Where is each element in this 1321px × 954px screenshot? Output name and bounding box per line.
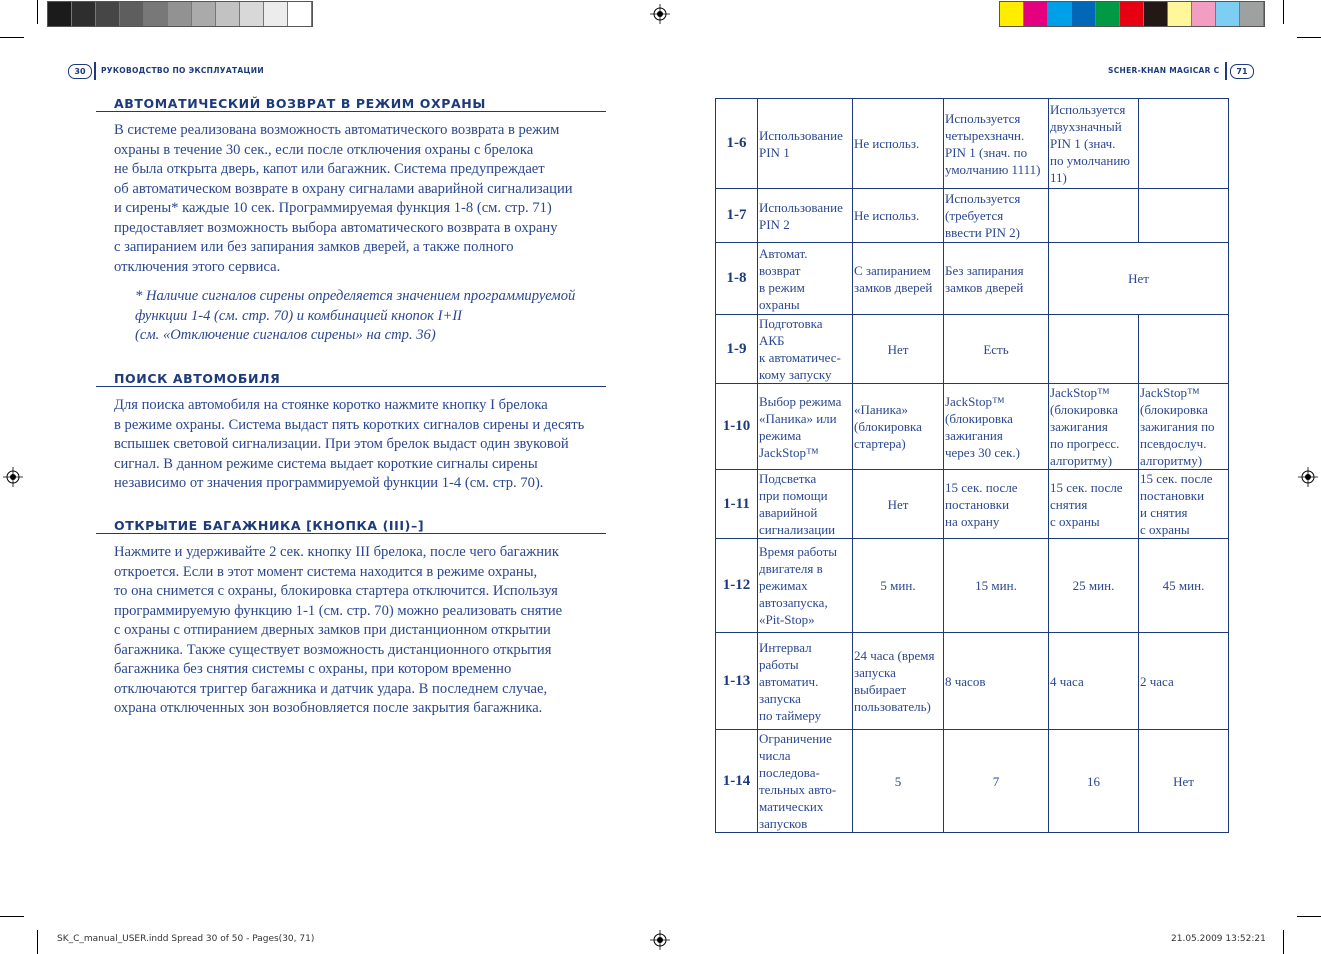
cell-text: Без запирания замков дверей [945,262,1024,295]
section-rule [96,386,606,387]
page-number-right: 71 [1230,64,1254,79]
cell-text: Не использ. [854,208,920,223]
color-swatch [1168,2,1192,26]
cell-text: «Паника» (блокировка стартера) [854,402,922,451]
cell-text: Используется (требуется ввести PIN 2) [945,191,1021,240]
gray-swatch [240,2,264,26]
option-cell [853,243,944,315]
cell-text: JackStop™ (блокировка зажигания по прогресс. алгоритму) [1050,385,1120,468]
cell-text: JackStop™ (блокировка зажигания по псевдослуч. алгоритму) [1140,385,1215,468]
page-number-left: 30 [68,64,92,79]
function-code: 1-8 [716,243,758,315]
option-cell [853,384,944,470]
color-swatch [1144,2,1168,26]
cell-text: 15 сек. после снятия с охраны [1050,479,1123,529]
registration-mark-icon [650,4,670,24]
table-row [716,539,1229,633]
option-cell [853,315,944,384]
gray-swatch [144,2,168,26]
crop-mark [1283,0,1284,24]
footnote-siren [135,287,575,346]
function-name [758,189,853,243]
cell-text: Нет [887,341,909,357]
table-row [716,633,1229,730]
text-line: функции 1-4 (см. стр. 70) и комбинацией кнопок I+II [135,307,463,324]
text-line: вспышек световой сигнализации. При этом брелок выдаст один звуковой [114,436,569,452]
color-swatch [1048,2,1072,26]
gray-swatch [192,2,216,26]
table-row [716,189,1229,243]
option-cell [1049,730,1139,833]
gray-swatch [216,2,240,26]
option-cell [1049,633,1139,730]
function-name [758,539,853,633]
option-cell [944,470,1049,539]
cell-text: 2 часа [1140,673,1174,689]
gray-swatch [288,2,312,26]
cell-text: 4 часа [1050,673,1084,689]
option-cell [853,730,944,833]
option-cell [853,470,944,539]
cell-text: Время работы двигателя в режимах автозапуска, «Pit-Stop» [759,544,838,627]
cell-text: С запиранием замков дверей [854,262,933,295]
cell-text: 5 мин. [880,578,916,593]
text-line: отключения этого сервиса. [114,258,281,275]
function-name [758,633,853,730]
cell-text: 8 часов [945,673,986,689]
table-row [716,470,1229,539]
registration-mark-icon [1298,467,1318,487]
function-name [758,470,853,539]
function-name [758,99,853,189]
cell-text: Подсветка при помощи аварийной сигнализации [759,471,836,537]
option-cell [1139,189,1229,243]
slug-date-time: 21.05.2009 13:52:21 [1171,934,1266,944]
process-color-bar [999,1,1265,27]
text-line: охраны в течение 30 сек., если после отключения охраны с брелока [114,141,534,158]
function-name [758,315,853,384]
crop-mark [1297,916,1321,917]
cell-text: 16 [1087,773,1100,789]
option-cell [1139,539,1229,633]
option-cell [1049,384,1139,470]
function-name [758,384,853,470]
function-code: 1-12 [716,539,758,633]
option-cell [1049,243,1229,315]
cell-text: Ограничение числа последова- тельных авто- матических запусков [759,731,837,831]
crop-mark [0,916,24,917]
crop-mark [37,930,38,954]
paragraph-trunk-open [114,543,614,719]
option-cell [1049,315,1139,384]
option-cell [853,633,944,730]
option-cell [1049,99,1139,189]
option-cell [853,99,944,189]
text-line: сигнал. В данном режиме система выдает короткие сигналы сирены [114,455,538,472]
option-cell [1139,633,1229,730]
table-row [716,99,1229,189]
function-code: 1-7 [716,189,758,243]
text-line: с запиранием или без запирания замков дверей, а также полного [114,239,514,255]
color-swatch [1120,2,1144,26]
color-swatch [1096,2,1120,26]
option-cell [853,539,944,633]
text-line: откроется. Если в этот момент система находится в режиме охраны, [114,563,538,580]
gray-swatch [120,2,144,26]
color-swatch [1216,2,1240,26]
table-row [716,243,1229,315]
option-cell [944,189,1049,243]
option-cell [1139,730,1229,833]
text-line: охрана отключенных зон возобновляется после закрытия багажника. [114,700,543,716]
cell-text: 25 мин. [1072,578,1115,593]
option-cell [944,384,1049,470]
paragraph-car-search [114,396,614,494]
text-line: * Наличие сигналов сирены определяется значением программируемой [135,288,576,304]
registration-mark-icon [650,930,670,950]
registration-mark-icon [3,467,23,487]
function-code: 1-9 [716,315,758,384]
text-line: Нажмите и удерживайте 2 сек. кнопку III брелока, после чего багажник [114,544,559,560]
color-swatch [1240,2,1264,26]
text-line: отключаются триггер багажника и датчик удара. В последнем случае, [114,680,548,697]
cell-text: 7 [992,773,1000,789]
programmable-functions-table [715,98,1229,833]
cell-text: Выбор режима «Паника» или режима JackStop™ [759,393,842,460]
option-cell [1049,189,1139,243]
function-name [758,243,853,315]
cell-text: 15 сек. после постановки на охрану [945,479,1018,529]
crop-mark [1283,930,1284,954]
function-code: 1-14 [716,730,758,833]
cell-text: Подготовка АКБ к автоматичес- кому запуску [759,316,841,382]
option-cell [944,315,1049,384]
text-line: об автоматическом возврате в охрану сигналами аварийной сигнализации [114,180,573,197]
header-divider [94,62,96,80]
option-cell [853,189,944,243]
crop-mark [37,0,38,24]
cell-text: JackStop™ (блокировка зажигания через 30 сек.) [945,393,1020,460]
text-line: с охраны с отпиранием дверных замков при дистанционном открытии [114,622,551,638]
option-cell [944,99,1049,189]
option-cell [1139,384,1229,470]
gray-swatch [48,2,72,26]
section-title-car-search: ПОИСК АВТОМОБИЛЯ [114,371,281,386]
cell-text: Нет [887,496,909,512]
gray-swatch [96,2,120,26]
text-line: багажника. Также существует возможность дистанционного открытия [114,641,552,658]
option-cell [1139,470,1229,539]
section-rule [96,111,606,112]
section-title-auto-rearm: АВТОМАТИЧЕСКИЙ ВОЗВРАТ В РЕЖИМ ОХРАНЫ [114,96,486,111]
option-cell [1049,539,1139,633]
function-code: 1-10 [716,384,758,470]
cell-text: Интервал работы автоматич. запуска по таймеру [759,639,822,723]
grayscale-color-bar [47,1,313,27]
header-divider [1225,62,1227,80]
text-line: программируемую функцию 1-1 (см. стр. 70) можно реализовать снятие [114,602,563,619]
color-swatch [1000,2,1024,26]
cell-text: 45 мин. [1162,578,1205,593]
text-line: в режиме охраны. Система выдаст пять коротких сигналов сирены и десять [114,416,585,433]
crop-mark [1297,37,1321,38]
option-cell [944,730,1049,833]
cell-text: Нет [1173,773,1194,789]
cell-text: Автомат. возврат в режим охраны [759,245,808,312]
cell-text: Нет [1128,271,1149,286]
crop-mark [0,37,24,38]
slug-file-info: SK_C_manual_USER.indd Spread 30 of 50 - Pages(30, 71) [57,934,315,944]
section-rule [96,533,606,534]
color-swatch [1072,2,1096,26]
option-cell [1139,315,1229,384]
running-header-left: РУКОВОДСТВО ПО ЭКСПЛУАТАЦИИ [101,66,264,75]
cell-text: 15 сек. после постановки и снятия с охраны [1140,471,1213,537]
gray-swatch [72,2,96,26]
running-header-right: SCHER-KHAN MAGICAR C [1108,66,1220,75]
cell-text: Не использ. [854,136,920,151]
cell-text: Используется четырехзначн. PIN 1 (знач. по умолчанию 1111) [945,110,1041,177]
text-line: Для поиска автомобиля на стоянке коротко нажмите кнопку I брелока [114,397,548,413]
text-line: предоставляет возможность выбора автоматического возврата в охрану [114,219,558,236]
function-code: 1-11 [716,470,758,539]
option-cell [1049,470,1139,539]
text-line: и сирены* каждые 10 сек. Программируемая функция 1-8 (см. стр. 71) [114,200,552,216]
text-line: В системе реализована возможность автоматического возврата в режим [114,122,560,138]
color-swatch [1192,2,1216,26]
color-swatch [1024,2,1048,26]
cell-text: Используется двухзначный PIN 1 (знач. по умолчанию 11) [1050,102,1131,185]
function-code: 1-13 [716,633,758,730]
cell-text: Использование PIN 2 [759,199,843,232]
function-name [758,730,853,833]
gray-swatch [264,2,288,26]
text-line: багажника без снятия системы с охраны, при котором временно [114,661,512,677]
cell-text: Есть [983,341,1009,357]
text-line: (см. «Отключение сигналов сирены» на стр. 36) [135,327,436,343]
text-line: не была открыта дверь, капот или багажник. Система предупреждает [114,161,545,177]
function-code: 1-6 [716,99,758,189]
cell-text: 5 [894,773,902,789]
cell-text: Использование PIN 1 [759,127,843,160]
gray-swatch [168,2,192,26]
section-title-trunk-open: ОТКРЫТИЕ БАГАЖНИКА [КНОПКА (III)–] [114,518,425,533]
option-cell [944,243,1049,315]
cell-text: 15 мин. [975,578,1017,593]
option-cell [944,539,1049,633]
option-cell [1139,99,1229,189]
table-row [716,384,1229,470]
option-cell [944,633,1049,730]
cell-text: 24 часа (время запуска выбирает пользователь) [854,648,935,714]
text-line: независимо от значения программируемой функции 1-4 (см. стр. 70). [114,475,544,491]
text-line: то она снимется с охраны, блокировка стартера отключится. Используя [114,583,558,599]
paragraph-auto-rearm [114,121,614,277]
table-row [716,315,1229,384]
table-row [716,730,1229,833]
